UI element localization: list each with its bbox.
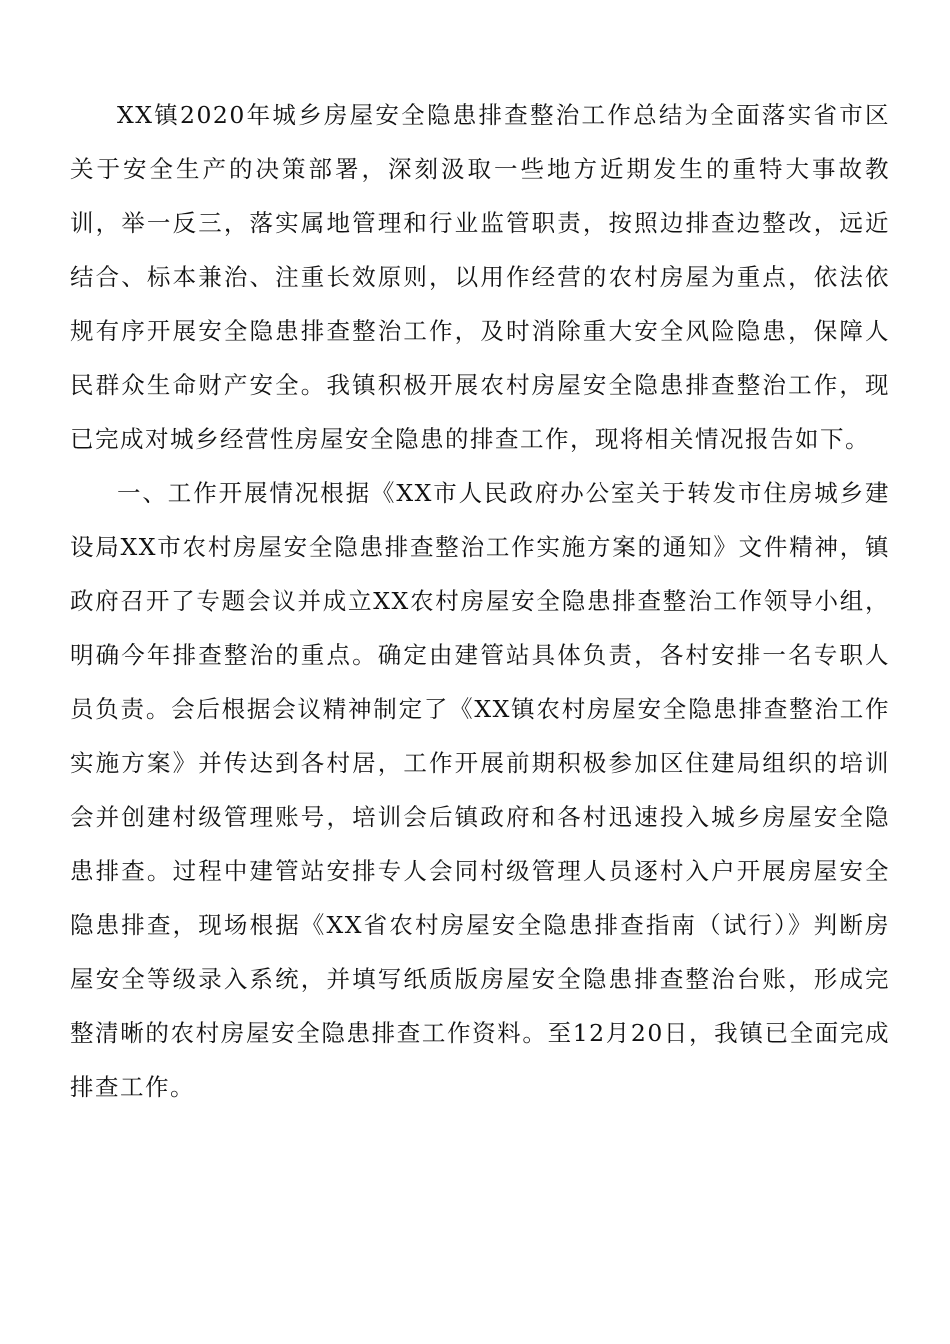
paragraph-intro: XX镇2020年城乡房屋安全隐患排查整治工作总结为全面落实省市区关于安全生产的决策部署，深刻汲取一些地方近期发生的重特大事故教训，举一反三，落实属地管理和行业监管职责，按照边排查边整改，远近结合、标本兼治、注重长效原则，以用作经营的农村房屋为重点，依法依规有序开展安全隐患排查整治工作，及时消除重大安全风险隐患，保障人民群众生命财产安全。我镇积极开展农村房屋安全隐患排查整治工作，现已完成对城乡经营性房屋安全隐患的排查工作，现将相关情况报告如下。: [70, 101, 890, 453]
document-body: [70, 88, 890, 1114]
paragraph-work-status: 一、工作开展情况根据《XX市人民政府办公室关于转发市住房城乡建设局XX市农村房屋安全隐患排查整治工作实施方案的通知》文件精神，镇政府召开了专题会议并成立XX农村房屋安全隐患排查整治工作领导小组，明确今年排查整治的重点。确定由建管站具体负责，各村安排一名专职人员负责。会后根据会议精神制定了《XX镇农村房屋安全隐患排查整治工作实施方案》并传达到各村居，工作开展前期积极参加区住建局组织的培训会并创建村级管理账号，培训会后镇政府和各村迅速投入城乡房屋安全隐患排查。过程中建管站安排专人会同村级管理人员逐村入户开展房屋安全隐患排查，现场根据《XX省农村房屋安全隐患排查指南（试行）》判断房屋安全等级录入系统，并填写纸质版房屋安全隐患排查整治台账，形成完整清晰的农村房屋安全隐患排查工作资料。至12月20日，我镇已全面完成排查工作。: [70, 479, 890, 1101]
